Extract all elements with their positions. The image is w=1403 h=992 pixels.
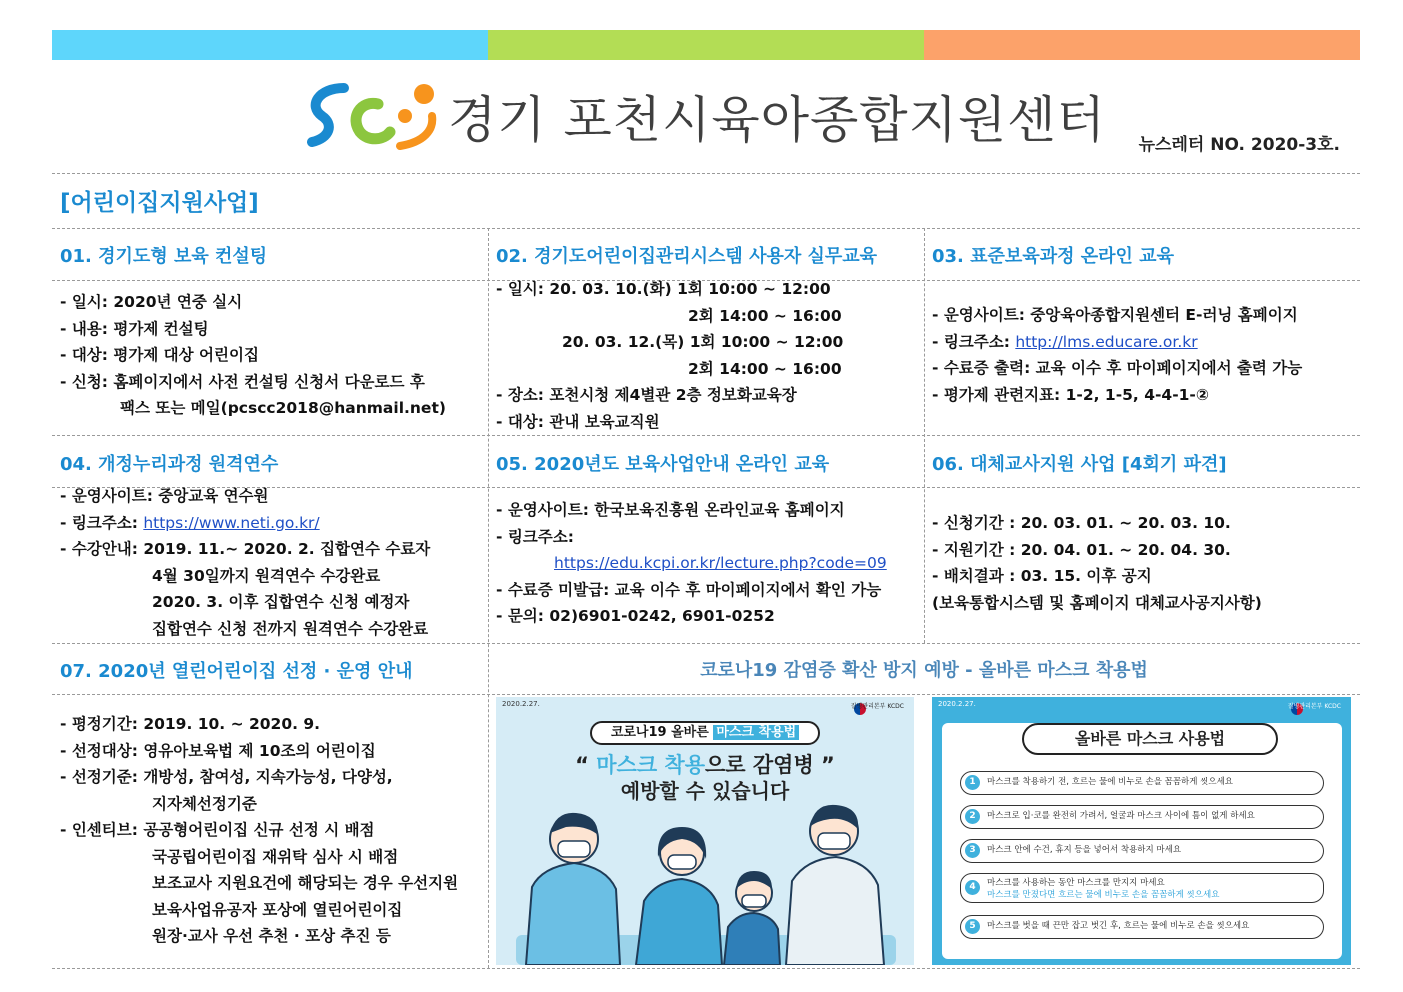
center-name: 경기 포천시육아종합지원센터: [448, 91, 1106, 149]
cell-02-line: 2회 14:00 ~ 16:00: [688, 359, 842, 378]
cell-07-title: 07. 2020년 열린어린이집 선정 · 운영 안내: [60, 661, 413, 682]
poster-subline: 예방할 수 있습니다: [620, 779, 790, 803]
cell-07-line: 보조교사 지원요건에 해당되는 경우 우선지원: [152, 874, 459, 892]
neti-link[interactable]: https://www.neti.go.kr/: [143, 513, 320, 532]
cell-07-line: - 선정기준: 개방성, 참여성, 지속가능성, 다양성,: [60, 768, 393, 786]
usage-item-number: 2: [965, 809, 980, 824]
cell-05-title: 05. 2020년도 보육사업안내 온라인 교육: [496, 454, 830, 475]
cell-02-line: 20. 03. 12.(목) 1회 10:00 ~ 12:00: [562, 333, 844, 351]
usage-item: [960, 771, 1324, 795]
cell-03-line: - 평가제 관련지표: 1-2, 1-5, 4-4-1-②: [932, 385, 1209, 404]
poster-agency: 질병관리본부 KCDC: [850, 703, 904, 710]
usage-item-number: 4: [965, 880, 980, 895]
cell-05-line: - 수료증 미발급: 교육 이수 후 마이페이지에서 확인 가능: [496, 580, 882, 599]
cell-06-line: - 지원기간 : 20. 04. 01. ~ 20. 04. 30.: [932, 540, 1231, 559]
cell-07-body: [60, 711, 458, 950]
cell-04-line: - 운영사이트: 중앙교육 연수원: [60, 487, 269, 505]
usage-item-text: 마스크를 만졌다면 흐르는 물에 비누로 손을 꼼꼼하게 씻으세요: [987, 890, 1220, 900]
cell-03-line: - 운영사이트: 중앙육아종합지원센터 E-러닝 홈페이지: [932, 306, 1298, 324]
mask-poster-family: [496, 697, 914, 965]
poster-date: 2020.2.27.: [502, 700, 540, 708]
cell-07-line: 보육사업유공자 포상에 열린어린이집: [152, 900, 403, 919]
cell-04-line: - 수강안내: 2019. 11.~ 2020. 2. 집합연수 수료자: [60, 540, 431, 558]
usage-item-text: 마스크를 사용하는 동안 마스크를 만지지 마세요: [987, 878, 1165, 888]
cell-01-line: - 대상: 평가제 대상 어린이집: [60, 346, 259, 364]
cell-06-body: [932, 510, 1262, 616]
cell-07-line: 국공립어린이집 재위탁 심사 시 배점: [152, 847, 399, 866]
cell-01-line: - 내용: 평가제 컨설팅: [60, 319, 209, 338]
usage-item: [960, 839, 1324, 863]
cell-07-line: - 평정기간: 2019. 10. ~ 2020. 9.: [60, 715, 321, 733]
divider: [924, 228, 925, 643]
cell-01-title: 01. 경기도형 보육 컨설팅: [60, 246, 268, 267]
divider: [52, 968, 1360, 969]
usage-item: [960, 805, 1324, 829]
cell-03-line: - 수료증 출력: 교육 이수 후 마이페이지에서 출력 가능: [932, 359, 1303, 377]
cell-07-line: 지자체선정기준: [152, 794, 257, 813]
newsletter-number: 뉴스레터 NO. 2020-3호.: [1138, 135, 1340, 155]
cell-06-line: - 신청기간 : 20. 03. 01. ~ 20. 03. 10.: [932, 514, 1231, 532]
cell-02-title: 02. 경기도어린이집관리시스템 사용자 실무교육: [496, 246, 878, 267]
divider: [52, 228, 1360, 229]
pill-text: 코로나19 올바른: [610, 725, 714, 740]
cell-04-line: 4월 30일까지 원격연수 수강완료: [152, 566, 381, 585]
divider: [488, 228, 489, 968]
usage-title: 올바른 마스크 사용법: [1022, 723, 1278, 755]
cell-02-line: - 대상: 관내 보육교직원: [496, 412, 660, 431]
cell-06-title: 06. 대체교사지원 사업 [4회기 파견]: [932, 454, 1227, 475]
family-masks-illustration: [496, 797, 914, 965]
color-bar-blue: [52, 30, 488, 60]
cell-04-line: 2020. 3. 이후 집합연수 신청 예정자: [152, 593, 410, 611]
color-bar-orange: [924, 30, 1360, 60]
usage-item-text: 마스크 안에 수건, 휴지 등을 넣어서 착용하지 마세요: [987, 845, 1182, 855]
cell-07-line: 원장·교사 우선 추천 · 포상 추진 등: [152, 927, 391, 945]
cell-07-line: - 인센티브: 공공형어린이집 신규 선정 시 배점: [60, 821, 375, 839]
cell-04-line: 집합연수 신청 전까지 원격연수 수강완료: [152, 619, 429, 638]
cell-06-line: - 배치결과 : 03. 15. 이후 공지: [932, 567, 1152, 585]
cell-01-body: [60, 289, 446, 422]
color-bar-green: [488, 30, 924, 60]
link-label: - 링크주소:: [60, 513, 144, 532]
divider: [52, 694, 1360, 695]
divider: [52, 435, 1360, 436]
cell-06-line: (보육통합시스템 및 홈페이지 대체교사공지사항): [932, 593, 1262, 612]
usage-item: [960, 873, 1324, 903]
educare-link[interactable]: http://lms.educare.or.kr: [1015, 332, 1198, 351]
poster-date: 2020.2.27.: [938, 700, 976, 708]
cell-02-body: [496, 276, 843, 435]
header: [52, 60, 1360, 174]
link-label: - 링크주소:: [932, 332, 1016, 351]
cell-01-line: - 신청: 홈페이지에서 사전 컨설팅 신청서 다운로드 후: [60, 372, 425, 391]
cell-02-line: - 장소: 포천시청 제4별관 2층 정보화교육장: [496, 386, 797, 404]
mask-poster-usage: [932, 697, 1351, 965]
cell-05-line: - 운영사이트: 한국보육진흥원 온라인교육 홈페이지: [496, 501, 845, 519]
cell-02-line: 2회 14:00 ~ 16:00: [688, 306, 842, 325]
usage-item-text: 마스크를 벗을 때 끈만 잡고 벗긴 후, 흐르는 물에 비누로 손을 씻으세요: [987, 921, 1250, 931]
section-title: [어린이집지원사업]: [60, 190, 259, 216]
color-bar: [52, 30, 1360, 60]
cell-01-line: 팩스 또는 메일(pcscc2018@hanmail.net): [120, 399, 446, 417]
poster-pill: [590, 721, 820, 745]
cell-05-line: - 문의: 02)6901-0242, 6901-0252: [496, 607, 775, 625]
headline-highlight: 마스크 착용: [596, 753, 705, 777]
kcpi-link[interactable]: https://edu.kcpi.or.kr/lecture.php?code=09: [554, 554, 887, 572]
divider: [52, 643, 1360, 644]
cell-07-line: - 선정대상: 영유아보육법 제 10조의 어린이집: [60, 741, 376, 760]
headline-quote: “: [575, 753, 597, 777]
usage-item-text: 마스크로 입·코를 완전히 가려서, 얼굴과 마스크 사이에 틈이 없게 하세요: [987, 811, 1255, 821]
corona-title: 코로나19 감염증 확산 방지 예방 - 올바른 마스크 착용법: [700, 660, 1148, 681]
cell-04-title: 04. 개정누리과정 원격연수: [60, 454, 279, 475]
cell-05-line: [496, 550, 887, 577]
cell-05-line: - 링크주소:: [496, 527, 574, 546]
cell-05-body: [496, 497, 887, 630]
usage-item: [960, 915, 1324, 939]
cell-02-line: - 일시: 20. 03. 10.(화) 1회 10:00 ~ 12:00: [496, 280, 831, 298]
cell-04-line: [60, 510, 430, 537]
cell-03-title: 03. 표준보육과정 온라인 교육: [932, 246, 1174, 267]
pill-highlight: 마스크 착용법: [713, 725, 799, 740]
center-logo-icon: [304, 76, 442, 158]
usage-item-number: 1: [965, 775, 980, 790]
usage-item-number: 3: [965, 843, 980, 858]
usage-item-number: 5: [965, 919, 980, 934]
cell-04-body: [60, 483, 430, 642]
usage-item-text: 마스크를 착용하기 전, 흐르는 물에 비누로 손을 꼼꼼하게 씻으세요: [987, 777, 1234, 787]
cell-03-line: [932, 329, 1302, 356]
headline-rest: 으로 감염병 ”: [705, 753, 835, 777]
cell-01-line: - 일시: 2020년 연중 실시: [60, 293, 243, 311]
usage-card: [942, 723, 1342, 959]
cell-03-body: [932, 302, 1302, 408]
poster-agency: 질병관리본부 KCDC: [1287, 703, 1341, 710]
